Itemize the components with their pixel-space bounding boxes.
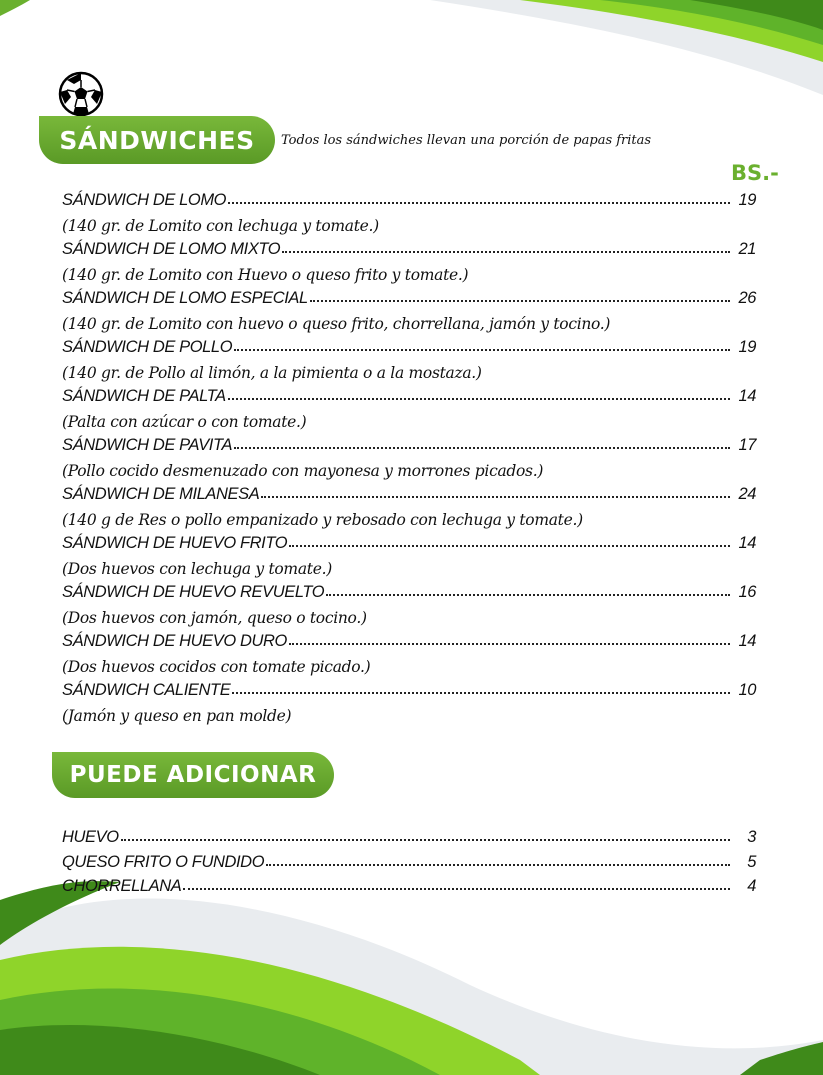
dot-leader bbox=[289, 629, 730, 645]
item-price: 5 bbox=[747, 852, 756, 871]
item-price: 17 bbox=[738, 436, 756, 454]
dot-leader bbox=[289, 531, 730, 547]
dot-leader bbox=[232, 678, 730, 694]
menu-item-row bbox=[62, 287, 756, 312]
menu-item-row bbox=[62, 851, 756, 876]
menu-item-row bbox=[62, 238, 756, 263]
item-description: (Jamón y queso en pan molde) bbox=[62, 706, 292, 725]
dot-leader bbox=[121, 825, 730, 841]
dot-leader bbox=[234, 433, 730, 449]
dot-leader bbox=[234, 335, 730, 351]
dot-leader bbox=[228, 188, 730, 204]
item-name: CHORRELLANA bbox=[62, 877, 182, 895]
item-price: 14 bbox=[738, 387, 756, 405]
item-description: (140 gr. de Lomito con Huevo o queso frito y tomate.) bbox=[62, 265, 469, 284]
dot-leader bbox=[266, 850, 730, 866]
item-name: SÁNDWICH DE PALTA bbox=[62, 387, 226, 405]
menu-item-row bbox=[62, 581, 756, 606]
item-price: 14 bbox=[738, 632, 756, 650]
item-name: SÁNDWICH DE LOMO MIXTO bbox=[62, 240, 281, 258]
menu-item-row bbox=[62, 532, 756, 557]
menu-item-row bbox=[62, 630, 756, 655]
item-price: 3 bbox=[747, 828, 756, 846]
item-description: (140 gr. de Pollo al limón, a la pimienta o a la mostaza.) bbox=[62, 363, 482, 382]
item-description: (140 gr. de Lomito con huevo o queso frito, chorrellana, jamón y tocino.) bbox=[62, 314, 611, 333]
menu-item-row bbox=[62, 875, 756, 900]
item-description: (Dos huevos con lechuga y tomate.) bbox=[62, 559, 332, 578]
soccer-ball-icon bbox=[57, 70, 105, 118]
menu-item-row bbox=[62, 434, 756, 459]
currency-label: BS.- bbox=[731, 161, 779, 185]
item-description: (Dos huevos cocidos con tomate picado.) bbox=[62, 657, 371, 676]
sandwich-menu-list bbox=[62, 189, 756, 728]
item-description: (Pollo cocido desmenuzado con mayonesa y morrones picados.) bbox=[62, 461, 544, 480]
item-price: 16 bbox=[738, 583, 756, 601]
item-name: SÁNDWICH DE POLLO bbox=[62, 338, 233, 356]
item-price: 26 bbox=[738, 289, 756, 307]
item-name: SÁNDWICH DE LOMO bbox=[62, 191, 227, 209]
item-price: 19 bbox=[738, 191, 756, 209]
extras-section-header bbox=[52, 752, 334, 798]
fries-note: Todos los sándwiches llevan una porción de papas fritas bbox=[281, 133, 652, 148]
extras-title: PUEDE ADICIONAR bbox=[69, 762, 317, 788]
item-description: (140 gr. de Lomito con lechuga y tomate.) bbox=[62, 216, 379, 235]
menu-item-row bbox=[62, 483, 756, 508]
item-name: SÁNDWICH DE HUEVO REVUELTO bbox=[62, 583, 325, 601]
item-name: SÁNDWICH DE MILANESA bbox=[62, 485, 260, 503]
menu-item-row bbox=[62, 189, 756, 214]
item-name: SÁNDWICH DE LOMO ESPECIAL bbox=[62, 289, 308, 307]
item-description: (Palta con azúcar o con tomate.) bbox=[62, 412, 307, 431]
dot-leader bbox=[282, 237, 730, 253]
item-name: QUESO FRITO O FUNDIDO bbox=[62, 852, 265, 871]
item-description: (140 g de Res o pollo empanizado y rebosado con lechuga y tomate.) bbox=[62, 510, 583, 529]
dot-leader bbox=[326, 580, 730, 596]
menu-item-row bbox=[62, 385, 756, 410]
item-description: (Dos huevos con jamón, queso o tocino.) bbox=[62, 608, 367, 627]
item-name: SÁNDWICH CALIENTE bbox=[62, 681, 231, 699]
item-price: 14 bbox=[738, 534, 756, 552]
item-name: SÁNDWICH DE HUEVO FRITO bbox=[62, 534, 288, 552]
item-name: HUEVO bbox=[62, 828, 119, 846]
menu-item-row bbox=[62, 826, 756, 851]
extras-list bbox=[62, 826, 756, 900]
item-name: SÁNDWICH DE PAVITA bbox=[62, 436, 233, 454]
item-price: 24 bbox=[738, 485, 756, 503]
item-name: SÁNDWICH DE HUEVO DURO bbox=[62, 632, 287, 650]
item-price: 10 bbox=[738, 681, 756, 699]
item-price: 21 bbox=[738, 240, 756, 258]
sandwiches-title: SÁNDWICHES bbox=[59, 125, 255, 155]
dot-leader bbox=[310, 286, 730, 302]
item-price: 4 bbox=[747, 877, 756, 895]
item-price: 19 bbox=[738, 338, 756, 356]
menu-item-row bbox=[62, 336, 756, 361]
dot-leader bbox=[228, 384, 730, 400]
menu-item-row bbox=[62, 679, 756, 704]
dot-leader bbox=[183, 874, 730, 890]
sandwiches-section-header bbox=[39, 116, 275, 164]
dot-leader bbox=[261, 482, 730, 498]
